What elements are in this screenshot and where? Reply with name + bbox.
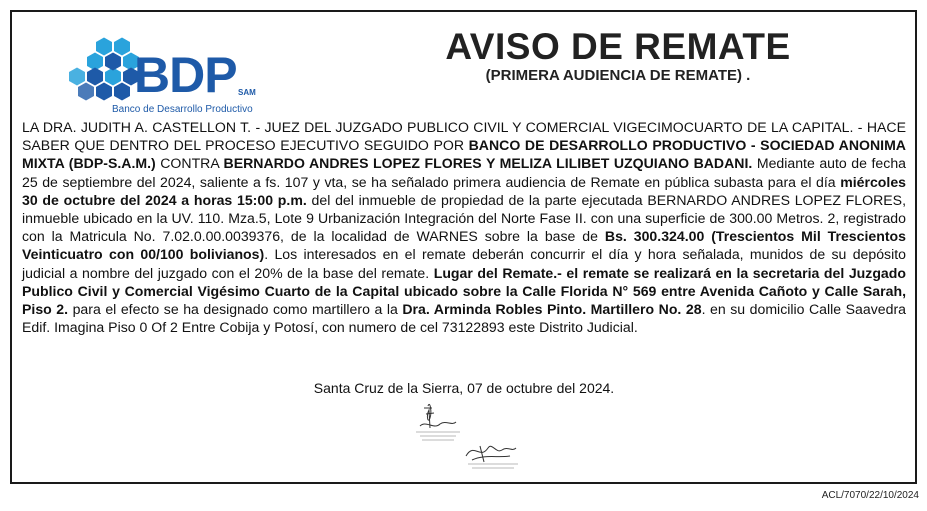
signature-block (380, 398, 560, 473)
signature-stamp-icon (380, 398, 560, 473)
body-text-segment: CONTRA (155, 155, 224, 172)
logo-subtitle: Banco de Desarrollo Productivo (112, 104, 253, 115)
bdp-logo (52, 28, 282, 115)
page-subtitle: (PRIMERA AUDIENCIA DE REMATE) . (485, 67, 751, 84)
logo-suffix: SAM (238, 88, 256, 97)
body-bold-segment: BERNARDO ANDRES LOPEZ FLORES Y MELIZA LILIBET UZQUIANO BADANI. (223, 155, 753, 172)
body-bold-segment: Dra. Arminda Robles Pinto. Martillero No. 28 (402, 301, 702, 318)
body-bold-segment: BANCO DE DESARROLLO PRODUCTIVO - SOCIEDAD ANONIMA MIXTA (BDP-S.A.M.) (22, 137, 906, 172)
body-bold-segment: Bs. 300.324.00 (Trescientos Mil Trescientos Veinticuatro con 00/100 bolivianos) (22, 228, 906, 263)
logo-mark-text: BDP (134, 47, 237, 103)
body-bold-segment: miércoles 30 de octubre del 2024 a horas 15:00 p.m. (22, 173, 906, 208)
page-title: AVISO DE REMATE (445, 26, 791, 67)
body-bold-segment: Lugar del Remate.- el remate se realizará en la secretaria del Juzgado Publico Civil y Comercial Vigésimo Cuarto de la Capital ubicado sobre la Calle Florida N° 569 entre Avenida Cañoto y Calle Sarah, Piso 2. (22, 264, 906, 318)
place-date: Santa Cruz de la Sierra, 07 de octubre del 2024. (313, 380, 615, 396)
body-text-segment: LA DRA. JUDITH A. CASTELLON T. - JUEZ DEL JUZGADO PUBLICO CIVIL Y COMERCIAL VIGECIMOCUARTO DE LA CAPITAL. - HACE SABER QUE DENTRO DEL PROCESO EJECUTIVO SEGUIDO POR (22, 119, 906, 154)
notice-body (22, 118, 906, 336)
body-text-segment: del del inmueble de propiedad de la parte ejecutada BERNARDO ANDRES LOPEZ FLORES, inmueble ubicado en la UV. 110. Mza.5, Lote 9 Urbanización Integración del Norte Fase II. con una superficie de 300.00 Metros. 2, registrado con la Matricula No. 7.02.0.00.0039376, de la localidad de WARNES sobre la base de (22, 191, 906, 245)
body-text-segment: Mediante auto de fecha 25 de septiembre del 2024, saliente a fs. 107 y vta, se ha señalado primera audiencia de Remate en pública subasta para el día (22, 155, 906, 190)
body-text-segment: para el efecto se ha designado como martillero a la (68, 301, 403, 318)
body-text-segment: . Los interesados en el remate deberán concurrir el día y hora señalada, munidos de su depósito judicial a nombre del juzgado con el 20% de la base del remate. (22, 246, 906, 281)
reference-code: ACL/7070/22/10/2024 (821, 490, 919, 501)
body-text-segment: . en su domicilio Calle Saavedra Edif. Imagina Piso 0 Of 2 Entre Cobija y Potosí, con numero de cel 73122893 este Distrito Judicial. (22, 301, 906, 336)
